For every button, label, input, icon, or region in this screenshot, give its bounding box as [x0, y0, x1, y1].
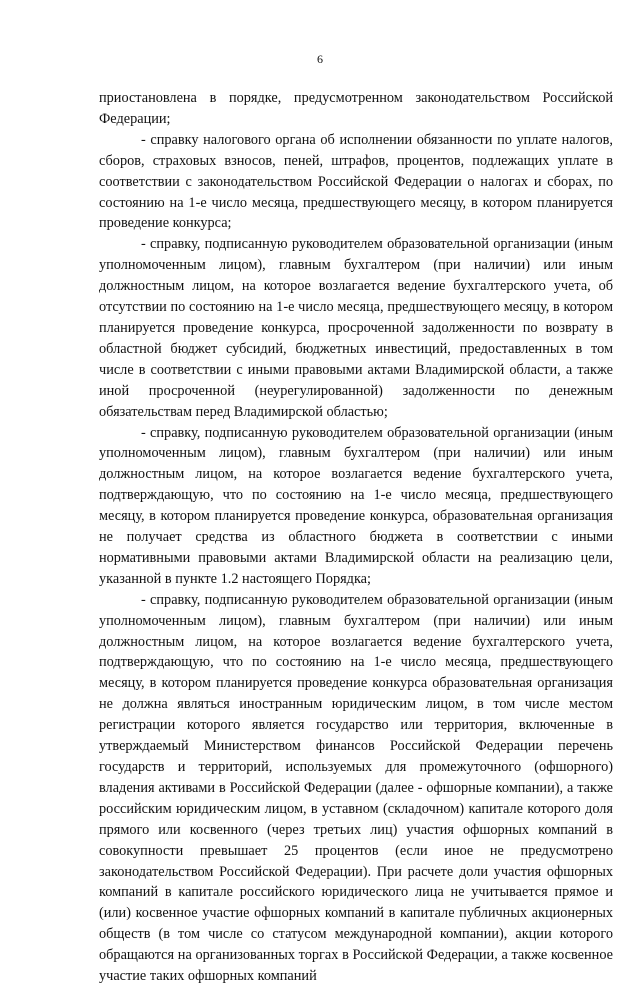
paragraph-1: приостановлена в порядке, предусмотренном законодательством Российской Федерации; [99, 90, 613, 127]
document-body [99, 88, 613, 987]
paragraph-tax-certificate: - справку налогового органа об исполнении обязанности по уплате налогов, сборов, страховых взносов, пеней, штрафов, процентов, подлежащих уплате в соответствии с законодательством Российской Федерации о налогах и сборах, по состоянию на 1-е число месяца, предшествующего месяцу, в котором планируется проведение конкурса; [99, 131, 613, 232]
paragraph-offshore-certificate: - справку, подписанную руководителем образовательной организации (иным уполномоченным лицом), главным бухгалтером (при наличии) или иным должностным лицом, на которое возлагается ведение бухгалтерского учета, подтверждающую, что по состоянию на 1-е число месяца, предшествующего месяцу, в котором планируется проведение конкурса образовательная организация не должна являться иностранным юридическим лицом, в том числе местом регистрации которого является государство или территория, включенные в утверждаемый Министерством финансов Российской Федерации перечень государств и территорий, используемых для промежуточного (офшорного) владения активами в Российской Федерации (далее - офшорные компании), а также российским юридическим лицом, в уставном (складочном) капитале которого доля прямого или косвенного (через третьих лиц) участия офшорных компаний в совокупности превышает 25 процентов (если иное не предусмотрено законодательством Российской Федерации). При расчете доли участия офшорных компаний в капитале российского юридического лица не учитывается прямое и (или) косвенное участие офшорных компаний в капитале публичных акционерных обществ (в том числе со статусом международной компании), акции которого обращаются на организованных торгах в Российской Федерации, а также косвенное участие таких офшорных компаний [99, 591, 613, 985]
page-number: 6 [317, 52, 323, 66]
paragraph-debt-certificate: - справку, подписанную руководителем образовательной организации (иным уполномоченным лицом), главным бухгалтером (при наличии) или иным должностным лицом, на которое возлагается ведение бухгалтерского учета, об отсутствии по состоянию на 1-е число месяца, предшествующего месяцу, в котором планируется проведение конкурса, просроченной задолженности по возврату в областной бюджет субсидий, бюджетных инвестиций, предоставленных в том числе в соответствии с иными правовыми актами Владимирской области, а также иной просроченной (неурегулированной) задолженности по денежным обязательствам перед Владимирской областью; [99, 236, 613, 420]
paragraph-funding-certificate: - справку, подписанную руководителем образовательной организации (иным уполномоченным лицом), главным бухгалтером (при наличии) или иным должностным лицом, на которое возлагается ведение бухгалтерского учета, подтверждающую, что по состоянию на 1-е число месяца, предшествующего месяцу, в котором планируется проведение конкурса, образовательная организация не получает средства из областного бюджета в соответствии с иными нормативными правовыми актами Владимирской области на реализацию цели, указанной в пункте 1.2 настоящего Порядка; [99, 424, 613, 587]
